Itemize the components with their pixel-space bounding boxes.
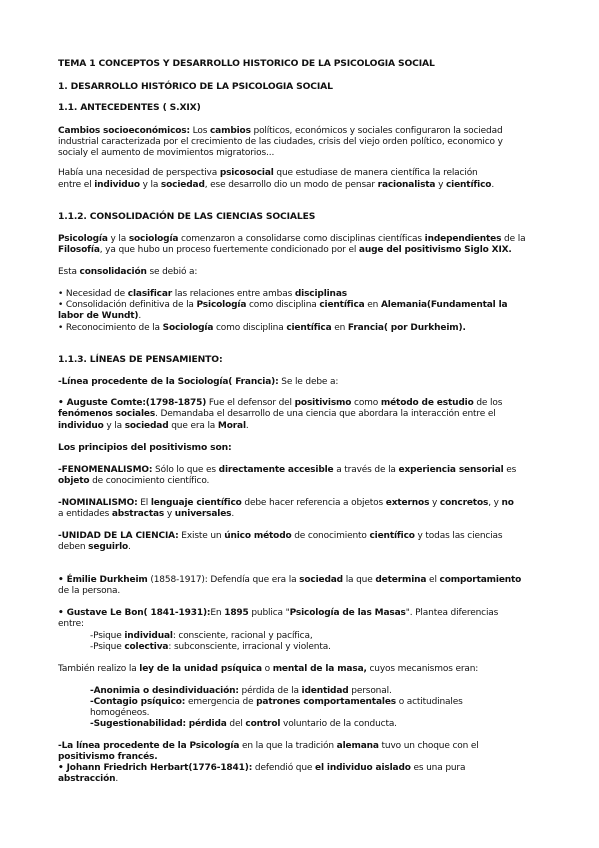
paragraph-linea-sociologia: -Línea procedente de la Sociología( Francia): Se le debe a:	[58, 377, 339, 387]
paragraph-cambios-line-2: industrial caracterizada por el crecimiento de las ciudades, crisis del viejo orden político, economico y	[58, 137, 503, 147]
paragraph-durkheim-line-2: de la persona.	[58, 586, 121, 596]
paragraph-herbart-line-2: abstracción.	[58, 774, 119, 784]
paragraph-nominalismo-line-1: -NOMINALISMO: El lenguaje científico debe hacer referencia a objetos externos y concretos, y no	[58, 498, 514, 508]
paragraph-comte-line-2: fenómenos sociales. Demandaba el desarrollo de una ciencia que abordara la interacción entre el	[58, 409, 496, 419]
heading-desarrollo-historico: 1. DESARROLLO HISTÓRICO DE LA PSICOLOGIA SOCIAL	[58, 81, 333, 92]
list-item-psique-individual: -Psique individual: consciente, racional y pacífica,	[90, 631, 313, 641]
paragraph-unidad-ciencia-line-2: deben seguirlo.	[58, 542, 131, 552]
paragraph-linea-psicologia-line-2: positivismo francés.	[58, 752, 158, 762]
paragraph-consolidacion-line-2: Filosofía, ya que hubo un proceso fuertemente condicionado por el auge del positivismo Siglo XIX.	[58, 245, 512, 255]
bullet-psicologia-alemania-line-1: • Consolidación definitiva de la Psicología como disciplina científica en Alemania(Fundamental la	[58, 300, 508, 310]
paragraph-lebon-line-2: entre:	[58, 619, 84, 629]
paragraph-nominalismo-line-2: a entidades abstractas y universales.	[58, 509, 235, 519]
document-title: TEMA 1 CONCEPTOS Y DESARROLLO HISTORICO DE LA PSICOLOGIA SOCIAL	[58, 58, 435, 69]
paragraph-unidad-ciencia-line-1: -UNIDAD DE LA CIENCIA: Existe un único método de conocimiento científico y todas las ciencias	[58, 531, 503, 541]
heading-principios-positivismo: Los principios del positivismo son:	[58, 442, 232, 453]
bullet-psicologia-alemania-line-2: labor de Wundt).	[58, 311, 142, 321]
paragraph-fenomenalismo-line-1: -FENOMENALISMO: Sólo lo que es directamente accesible a través de la experiencia sensorial es	[58, 465, 517, 475]
list-item-contagio-psiquico-line-1: -Contagio psíquico: emergencia de patrones comportamentales o actitudinales	[90, 697, 463, 707]
paragraph-ley-unidad-psiquica: También realizo la ley de la unidad psíquica o mental de la masa, cuyos mecanismos eran:	[58, 664, 479, 674]
paragraph-cambios-line-1: Cambios socioeconómicos: Los cambios políticos, económicos y sociales configuraron la sociedad	[58, 126, 503, 136]
paragraph-durkheim-line-1: • Émilie Durkheim (1858-1917): Defendía que era la sociedad la que determina el comportamiento	[58, 575, 522, 585]
paragraph-cambios-line-3: socialy el aumento de movimientos migratorios...	[58, 148, 275, 158]
paragraph-fenomenalismo-line-2: objeto de conocimiento científico.	[58, 476, 210, 486]
paragraph-comte-line-1: • Auguste Comte:(1798-1875) Fue el defensor del positivismo como método de estudio de los	[58, 398, 503, 408]
paragraph-psicosocial-line-2: entre el individuo y la sociedad, ese desarrollo dio un modo de pensar racionalista y científico.	[58, 180, 495, 190]
list-item-psique-colectiva: -Psique colectiva: subconsciente, irracional y violenta.	[90, 642, 331, 652]
paragraph-comte-line-3: individuo y la sociedad que era la Moral.	[58, 421, 249, 431]
bullet-clasificar: • Necesidad de clasificar las relaciones entre ambas disciplinas	[58, 289, 347, 299]
paragraph-herbart-line-1: • Johann Friedrich Herbart(1776-1841): defendió que el individuo aislado es una pura	[58, 763, 466, 773]
list-item-anonimia: -Anonimia o desindividuación: pérdida de la identidad personal.	[90, 686, 392, 696]
heading-lineas-pensamiento: 1.1.3. LÍNEAS DE PENSAMIENTO:	[58, 354, 223, 365]
paragraph-consolidacion-line-1: Psicología y la sociología comenzaron a consolidarse como disciplinas científicas independientes de la	[58, 234, 526, 244]
paragraph-esta-consolidacion: Esta consolidación se debió a:	[58, 267, 198, 277]
list-item-contagio-psiquico-line-2: homogéneos.	[90, 708, 150, 718]
heading-antecedentes: 1.1. ANTECEDENTES ( S.XIX)	[58, 102, 201, 113]
paragraph-psicosocial-line-1: Había una necesidad de perspectiva psicosocial que estudiase de manera científica la relación	[58, 168, 478, 178]
bullet-sociologia-francia: • Reconocimiento de la Sociología como disciplina científica en Francia( por Durkheim).	[58, 323, 466, 333]
heading-consolidacion: 1.1.2. CONSOLIDACIÓN DE LAS CIENCIAS SOCIALES	[58, 211, 316, 222]
list-item-sugestionabilidad: -Sugestionabilidad: pérdida del control voluntario de la conducta.	[90, 719, 397, 729]
paragraph-lebon-line-1: • Gustave Le Bon( 1841-1931):En 1895 publica "Psicología de las Masas". Plantea diferencias	[58, 608, 499, 618]
paragraph-linea-psicologia-line-1: -La línea procedente de la Psicología en la que la tradición alemana tuvo un choque con el	[58, 741, 479, 751]
